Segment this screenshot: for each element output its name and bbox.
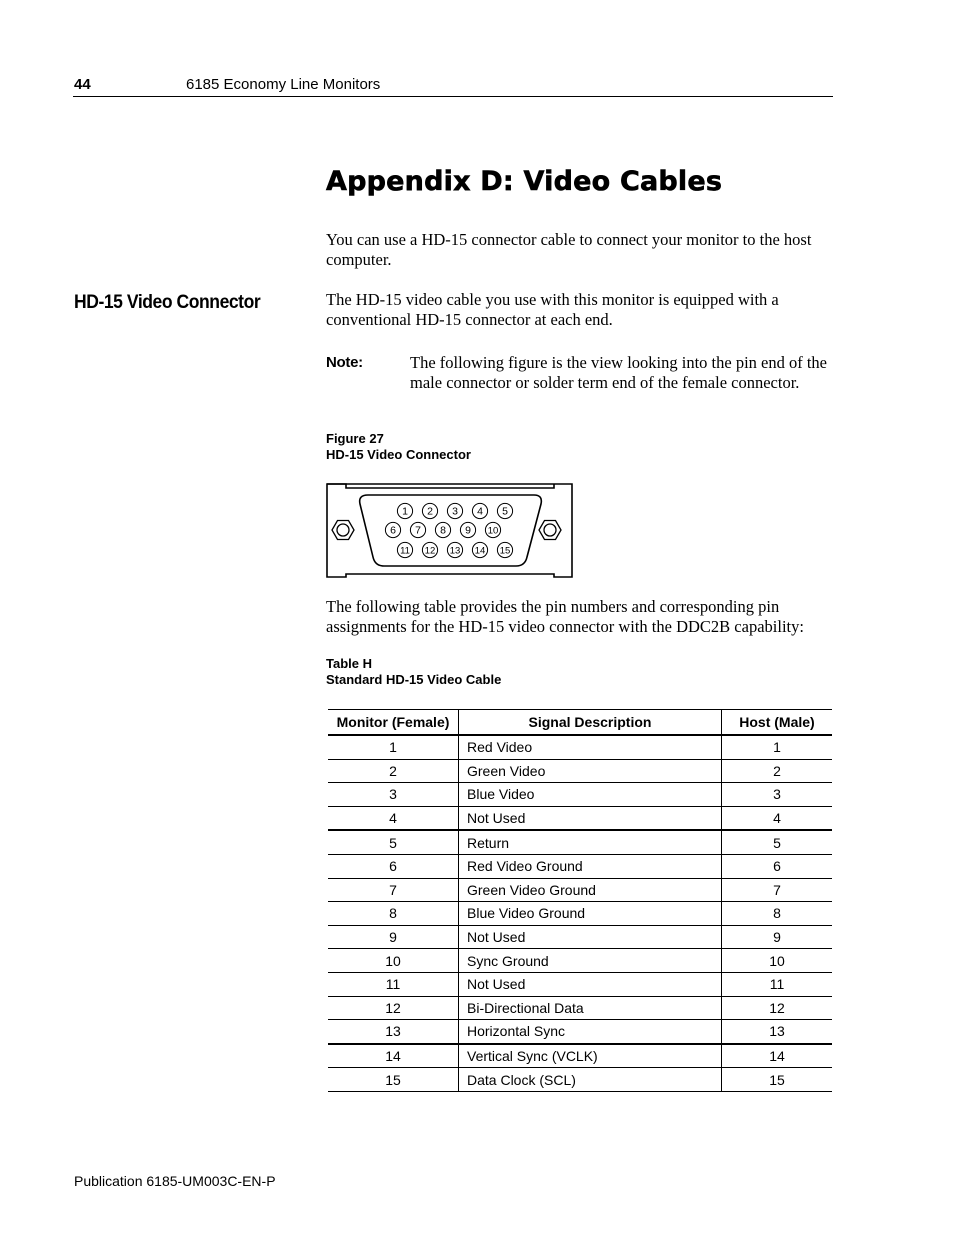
table-row — [328, 735, 832, 759]
host-pin-cell: 2 — [722, 759, 833, 783]
connector-pin — [410, 522, 425, 537]
host-pin-cell: 14 — [722, 1044, 833, 1068]
connector-pin — [485, 522, 500, 537]
host-pin-cell: 1 — [722, 735, 833, 759]
connector-pin — [385, 522, 400, 537]
connector-pins — [385, 503, 512, 557]
monitor-pin-cell: 8 — [328, 902, 459, 926]
table-row — [328, 783, 832, 807]
pin-label: 9 — [465, 524, 471, 537]
table-header-row — [328, 710, 832, 736]
connector-pin — [422, 503, 437, 518]
signal-description-cell: Red Video Ground — [459, 854, 722, 878]
monitor-pin-cell: 12 — [328, 996, 459, 1020]
figure-title: HD-15 Video Connector — [326, 447, 471, 462]
connector-pin — [397, 503, 412, 518]
signal-description-cell: Horizontal Sync — [459, 1020, 722, 1044]
connector-pin — [497, 542, 512, 557]
table-intro-paragraph: The following table provides the pin numbers and corresponding pin assignments for the HD-15 video connector with the DDC2B capability: — [326, 597, 804, 636]
signal-description-cell: Green Video — [459, 759, 722, 783]
connector-pin — [460, 522, 475, 537]
table-row — [328, 759, 832, 783]
host-pin-cell: 5 — [722, 830, 833, 854]
signal-description-cell: Red Video — [459, 735, 722, 759]
pin-label: 15 — [499, 545, 511, 557]
host-pin-cell: 7 — [722, 878, 833, 902]
host-pin-cell: 12 — [722, 996, 833, 1020]
table-row — [328, 902, 832, 926]
table-row — [328, 972, 832, 996]
connector-pin — [497, 503, 512, 518]
connector-shell — [327, 484, 572, 577]
pin-label: 1 — [402, 505, 408, 518]
note-text: The following figure is the view looking into the pin end of the male connector or solder term end of the female connector. — [410, 353, 828, 392]
monitor-pin-cell: 1 — [328, 735, 459, 759]
pin-label: 8 — [440, 524, 446, 537]
connector-pin — [422, 542, 437, 557]
signal-description-cell: Not Used — [459, 806, 722, 830]
signal-description-cell: Not Used — [459, 972, 722, 996]
monitor-pin-cell: 3 — [328, 783, 459, 807]
note-label: Note: — [326, 354, 363, 371]
monitor-pin-cell: 11 — [328, 972, 459, 996]
host-pin-cell: 3 — [722, 783, 833, 807]
pin-label: 10 — [487, 525, 499, 537]
pin-label: 6 — [390, 524, 396, 537]
host-pin-cell: 9 — [722, 925, 833, 949]
connector-pin — [435, 522, 450, 537]
signal-description-cell: Sync Ground — [459, 949, 722, 973]
monitor-pin-cell: 2 — [328, 759, 459, 783]
connector-pin — [472, 503, 487, 518]
figure-number: Figure 27 — [326, 431, 384, 446]
pin-label: 2 — [427, 505, 433, 518]
column-header-monitor: Monitor (Female) — [328, 710, 459, 736]
pin-label: 5 — [502, 505, 508, 518]
pin-label: 3 — [452, 505, 458, 518]
right-screw-icon — [539, 521, 561, 540]
signal-description-cell: Data Clock (SCL) — [459, 1068, 722, 1092]
signal-description-cell: Vertical Sync (VCLK) — [459, 1044, 722, 1068]
connector-pin — [472, 542, 487, 557]
signal-description-cell: Bi-Directional Data — [459, 996, 722, 1020]
table-row — [328, 806, 832, 830]
pin-label: 12 — [424, 545, 436, 557]
signal-description-cell: Blue Video — [459, 783, 722, 807]
intro-paragraph: You can use a HD-15 connector cable to connect your monitor to the host computer. — [326, 230, 812, 269]
monitor-pin-cell: 9 — [328, 925, 459, 949]
pin-label: 14 — [474, 545, 486, 557]
monitor-pin-cell: 6 — [328, 854, 459, 878]
host-pin-cell: 13 — [722, 1020, 833, 1044]
signal-description-cell: Blue Video Ground — [459, 902, 722, 926]
table-caption — [326, 656, 501, 688]
monitor-pin-cell: 4 — [328, 806, 459, 830]
table-row — [328, 949, 832, 973]
publication-footer: Publication 6185-UM003C-EN-P — [74, 1173, 276, 1189]
pin-assignment-table — [328, 709, 832, 1092]
figure-caption — [326, 431, 471, 463]
table-number: Table H — [326, 656, 372, 671]
host-pin-cell: 8 — [722, 902, 833, 926]
column-header-host: Host (Male) — [722, 710, 833, 736]
pin-label: 11 — [400, 545, 410, 557]
host-pin-cell: 11 — [722, 972, 833, 996]
monitor-pin-cell: 14 — [328, 1044, 459, 1068]
table-body — [328, 735, 832, 1091]
connector-pin — [447, 503, 462, 518]
appendix-title: Appendix D: Video Cables — [326, 166, 723, 197]
table-row — [328, 854, 832, 878]
table-row — [328, 1068, 832, 1092]
host-pin-cell: 4 — [722, 806, 833, 830]
table-row — [328, 925, 832, 949]
pin-label: 4 — [477, 505, 483, 518]
table-title: Standard HD-15 Video Cable — [326, 672, 502, 687]
table-row — [328, 878, 832, 902]
hd15-connector-diagram — [326, 483, 574, 578]
signal-description-cell: Not Used — [459, 925, 722, 949]
column-header-signal: Signal Description — [459, 710, 722, 736]
running-header-title: 6185 Economy Line Monitors — [186, 76, 381, 93]
left-screw-icon — [332, 521, 354, 540]
host-pin-cell: 10 — [722, 949, 833, 973]
table-row — [328, 1044, 832, 1068]
monitor-pin-cell: 15 — [328, 1068, 459, 1092]
pin-label: 7 — [415, 524, 421, 537]
host-pin-cell: 15 — [722, 1068, 833, 1092]
signal-description-cell: Green Video Ground — [459, 878, 722, 902]
connector-pin — [447, 542, 462, 557]
section-paragraph: The HD-15 video cable you use with this monitor is equipped with a conventional HD-15 connector at each end. — [326, 290, 779, 329]
section-heading: HD-15 Video Connector — [74, 291, 261, 313]
host-pin-cell: 6 — [722, 854, 833, 878]
connector-pin — [397, 542, 412, 557]
page-number: 44 — [74, 76, 91, 93]
signal-description-cell: Return — [459, 830, 722, 854]
header-rule — [73, 96, 833, 97]
table-row — [328, 1020, 832, 1044]
table-row — [328, 996, 832, 1020]
monitor-pin-cell: 10 — [328, 949, 459, 973]
monitor-pin-cell: 13 — [328, 1020, 459, 1044]
monitor-pin-cell: 5 — [328, 830, 459, 854]
table-row — [328, 830, 832, 854]
pin-label: 13 — [449, 545, 461, 557]
monitor-pin-cell: 7 — [328, 878, 459, 902]
